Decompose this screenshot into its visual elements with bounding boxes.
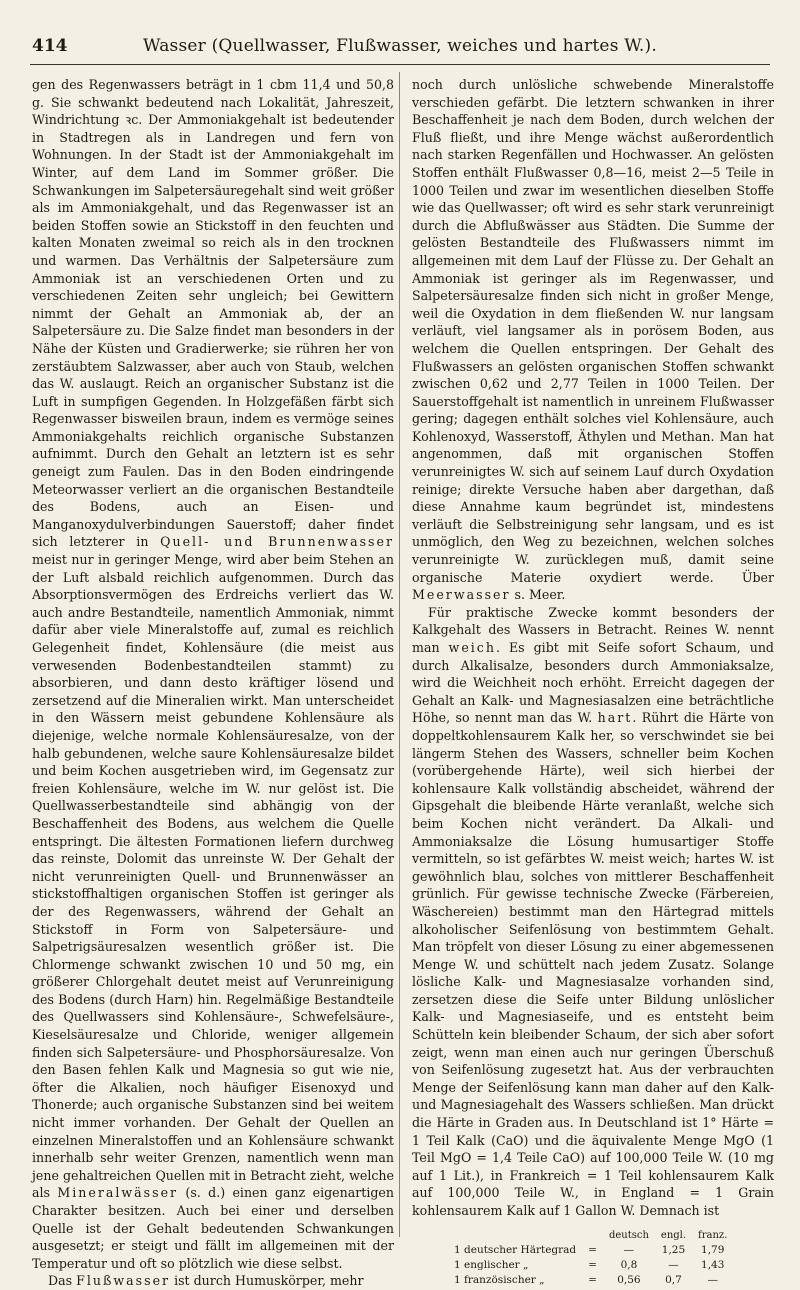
- text-segment: noch durch unlösliche schwebende Mineralstoffe verschieden gefärbt. Die letztern schwanken in ihrer Beschaffenheit je nach dem Boden, durch welchen der Fluß fließt, und ihre Menge wächst außerordentlich nach starken Regenfällen und Hochwasser. An gelösten Stoffen enthält Flußwasser 0,8—16, meist 2—5 Teile in 1000 Teilen und zwar im wesentlichen dieselben Stoffe wie das Quellwasser; oft wird es sehr stark verunreinigt durch die Abflußwässer aus Städten. Die Summe der gelösten Bestandteile des Flußwassers nimmt im allgemeinen mit dem Lauf der Flüsse zu. Der Gehalt an Ammoniak ist geringer als im Regenwasser, und Salpetersäuresalze finden sich nicht in großer Menge, weil die Oxydation in dem fließenden W. nur langsam verläuft, viel langsamer als in porösem Boden, aus welchem die Quellen entspringen. Der Gehalt des Flußwassers an gelösten organischen Stoffen schwankt zwischen 0,62 und 2,77 Teilen in 1000 Teilen. Der Sauerstoffgehalt ist namentlich in unreinem Flußwasser gering; dagegen enthält solches viel Kohlensäure, auch Kohlenoxyd, Wasserstoff, Äthylen und Methan. Man hat angenommen, daß mit organischen Stoffen verunreinigtes W. sich auf seinem Lauf durch Oxydation reinige; direkte Versuche haben aber dargethan, daß diese Annahme kaum begründet ist, mindestens verläuft die Selbstreinigung sehr langsam, und es ist unmöglich, den Weg zu bezeichnen, welchen solches verunreinigte W. zurücklegen muß, damit seine organische Materie oxydiert werde. Über: [412, 77, 774, 585]
- spaced-term: Flußwasser: [76, 1273, 171, 1289]
- text-segment: meist nur in geringer Menge, wird aber beim Stehen an der Luft alsbald reichlich aufgenommen. Durch das Absorptionsvermögen des Erdreichs verliert das W. auch andre Bestandteile, namentlich Ammoniak, nimmt dafür aber viele Mineralstoffe auf, zumal es reichlich Gelegenheit findet, Kohlensäure (die meist aus verwesenden Bodenbestandteilen stammt) zu absorbieren, und dann desto kräftiger lösend und zersetzend auf die Mineralien wirkt. Man unterscheidet in den Wässern meist gebundene Kohlensäure als diejenige, welche normale Kohlensäuresalze, von der halb gebundenen, welche saure Kohlensäuresalze bildet und beim Kochen ausgetrieben wird, im Gegensatz zur freien Kohlensäure, welche im W. nur gelöst ist. Die Quellwasserbestandteile sind abhängig von der Beschaffenheit des Bodens, aus welchem die Quelle entspringt. Die ältesten Formationen liefern durchweg das reinste, Dolomit das unreinste W. Der Gehalt der nicht verunreinigten Quell- und Brunnenwässer an stickstoffhaltigen organischen Stoffen ist geringer als der des Regenwassers, während der Gehalt an Stickstoff in Form von Salpetersäure- und Salpetrigsäuresalzen wesentlich größer ist. Die Chlormenge schwankt zwischen 10 und 50 mg, ein größerer Chlorgehalt deutet meist auf Verunreinigung des Bodens (durch Harn) hin. Regelmäßige Bestandteile des Quellwassers sind Kohlensäure-, Schwefelsäure-, Kieselsäuresalze und Chloride, weniger allgemein finden sich Salpetersäure- und Phosphorsäuresalze. Von den Basen fehlen Kalk und Magnesia so gut wie nie, öfter die Alkalien, noch häufiger Eisenoxyd und Thonerde; auch organische Substanzen sind bei weitem nicht immer vorhanden. Der Gehalt der Quellen an einzelnen Mineralstoffen und an Kohlensäure schwankt innerhalb sehr weiter Grenzen, namentlich wenn man jene gehaltreichen Quellen mit in Betracht zieht, welche als: [32, 552, 394, 1201]
- spaced-term: hart: [597, 710, 633, 726]
- text-segment: Das: [48, 1273, 77, 1289]
- table-header: engl.: [660, 1229, 687, 1241]
- text-segment: (s. d.) einen ganz eigenartigen Charakter besitzen. Auch bei einer und derselben Quelle ist der Gehalt bedeutenden Schwankungen ausgesetzt; er steigt und fällt im allgemeinen mit der Temperatur und oft so plötzlich wie diese selbst.: [32, 1185, 394, 1271]
- spaced-term: Mineralwässer: [57, 1185, 179, 1201]
- table-cell: 0,7: [665, 1273, 682, 1286]
- table-cell: 1 deutscher Härtegrad: [454, 1243, 577, 1256]
- header-rule: [30, 64, 770, 65]
- table-header: [582, 1228, 603, 1243]
- table-cell: 1,43: [701, 1258, 725, 1271]
- table-cell: 1,79: [701, 1243, 725, 1256]
- left-column: [32, 76, 394, 1290]
- right-column: [412, 76, 774, 1288]
- table-row: [454, 1258, 733, 1273]
- paragraph-flusswasser-cont: [412, 76, 774, 604]
- table-header: deutsch: [608, 1229, 649, 1241]
- table-header-row: [454, 1228, 733, 1243]
- spaced-term: Meerwasser: [412, 587, 511, 603]
- table-cell: 0,56: [617, 1273, 641, 1286]
- table-header: franz.: [698, 1229, 728, 1241]
- text-segment: gen des Regenwassers beträgt in 1 cbm 11,4 und 50,8 g. Sie schwankt bedeutend nach Lokalität, Jahreszeit, Windrichtung ꝛc. Der Ammoniakgehalt ist bedeutender in Stadtregen als in Landregen und fern von Wohnungen. In der Stadt ist der Ammoniakgehalt im Winter, auf dem Land im Sommer größer. Die Schwankungen im Salpetersäuregehalt sind weit größer als im Ammoniakgehalt, und das Regenwasser ist an beiden Stoffen sowie an Stickstoff in den feuchten und kalten Monaten zweimal so reich als in den trocknen und warmen. Das Verhältnis der Salpetersäure zum Ammoniak ist an verschiedenen Orten und zu verschiedenen Zeiten sehr ungleich; bei Gewittern nimmt der Gehalt an Ammoniak ab, der an Salpetersäure zu. Die Salze findet man besonders in der Nähe der Küsten und Gradierwerke; sie rühren her von zerstäubtem Salzwasser, aber auch von Staub, welchen das W. auslaugt. Reich an organischer Substanz ist die Luft in sumpfigen Gegenden. In Holzgefäßen färbt sich Regenwasser bisweilen braun, indem es vermöge seines Ammoniakgehalts reichlich organische Substanzen aufnimmt. Durch den Gehalt an letztern ist es sehr geneigt zum Faulen. Das in den Boden eindringende Meteorwasser verliert an die organischen Bestandteile des Bodens, auch an Eisen- und Manganoxydulverbindungen Sauerstoff; daher findet sich letzterer in: [32, 77, 394, 550]
- table-cell: —: [623, 1243, 635, 1256]
- table-cell: —: [707, 1273, 718, 1286]
- table-cell: —: [668, 1258, 679, 1271]
- page-header: [30, 36, 770, 64]
- table-header: [454, 1228, 582, 1243]
- table-cell: =: [588, 1258, 597, 1271]
- table-cell: 0,8: [620, 1258, 638, 1271]
- spaced-term: Quell- und Brunnenwasser: [160, 534, 394, 550]
- page-number: 414: [32, 36, 68, 56]
- paragraph-regenwasser: [32, 76, 394, 1272]
- running-title: Wasser (Quellwasser, Flußwasser, weiches und hartes W.).: [143, 36, 657, 56]
- table-cell: =: [588, 1273, 597, 1286]
- text-segment: . Rührt die Härte von doppeltkohlensaurem Kalk her, so verschwindet sie bei längerm Stehen des Wassers, schneller beim Kochen (vorübergehende Härte), weil sich hierbei der kohlensaure Kalk vollständig abscheidet, während der Gipsgehalt die bleibende Härte veranlaßt, welche sich beim Kochen nicht verändert. Da Alkali- und Ammoniaksalze die Lösung humusartiger Stoffe vermitteln, so ist gefärbtes W. meist weich; hartes W. ist gewöhnlich blau, solches von mittlerer Beschaffenheit grünlich. Für gewisse technische Zwecke (Färbereien, Wäschereien) bestimmt man den Härtegrad mittels alkoholischer Seifenlösung von bestimmtem Gehalt. Man tröpfelt von dieser Lösung zu einer abgemessenen Menge W. und schüttelt nach jedem Zusatz. Solange lösliche Kalk- und Magnesiasalze vorhanden sind, zersetzen diese die Seife unter Bildung unlöslicher Kalk- und Magnesiaseife, und es entsteht beim Schütteln kein bleibender Schaum, der sich aber sofort zeigt, wenn man einen auch nur geringen Überschuß von Seifenlösung zugesetzt hat. Aus der verbrauchten Menge der Seifenlösung kann man daher auf den Kalk- und Magnesiagehalt des Wassers schließen. Man drückt die Härte in Graden aus. In Deutschland ist 1° Härte = 1 Teil Kalk (CaO) und die äquivalente Menge MgO (1 Teil MgO = 1,4 Teile CaO) auf 100,000 Teile W. (10 mg auf 1 Lit.), in Frankreich = 1 Teil kohlensaurem Kalk auf 100,000 Teile W., in England = 1 Grain kohlensaurem Kalk auf 1 Gallon W. Demnach ist: [412, 710, 774, 1218]
- table-cell: 1,25: [661, 1243, 686, 1256]
- column-divider: [399, 72, 400, 1237]
- text-segment: s. Meer.: [510, 587, 566, 603]
- hardness-table: [454, 1228, 733, 1288]
- table-cell: =: [588, 1243, 597, 1256]
- text-segment: ist durch Humuskörper, mehr: [170, 1273, 364, 1289]
- paragraph-haerte: [412, 604, 774, 1220]
- paragraph-flusswasser: [32, 1272, 394, 1290]
- table-cell: 1 englischer „: [454, 1258, 529, 1271]
- text-segment: . Es gibt mit Seife sofort Schaum, und durch Alkalisalze, besonders durch Ammoniaksalze, wird die Weichheit noch erhöht. Erreicht dagegen der Gehalt an Kalk- und Magnesiasalzen eine beträchtliche Höhe, so nennt man das W.: [412, 640, 774, 726]
- table-cell: 1 französischer „: [454, 1273, 545, 1286]
- table-row: [454, 1243, 733, 1258]
- spaced-term: weich: [448, 640, 496, 655]
- text-segment: Für praktische Zwecke kommt besonders der Kalkgehalt des Wassers in Betracht. Reines W. nennt man: [412, 604, 774, 655]
